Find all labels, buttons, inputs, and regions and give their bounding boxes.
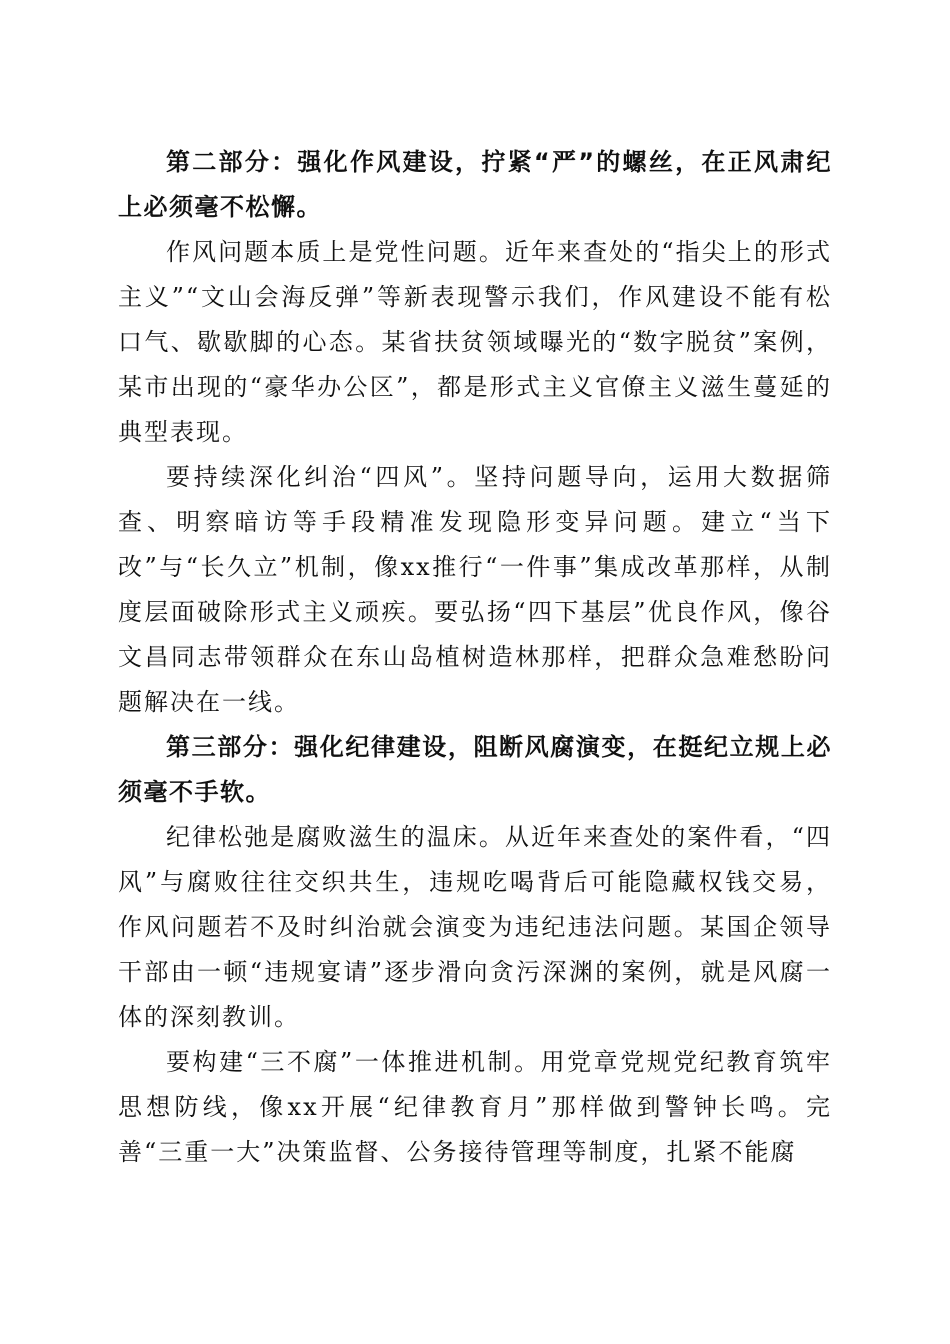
body-paragraph: 要构建“三不腐”一体推进机制。用党章党规党纪教育筑牢思想防线，像xx开展“纪律教育月”那样做到警钟长鸣。完善“三重一大”决策监督、公务接待管理等制度，扎紧不能腐 [118,1048,832,1166]
document-body [118,140,832,1175]
body-paragraph: 纪律松弛是腐败滋生的温床。从近年来查处的案件看，“四风”与腐败往往交织共生，违规吃喝背后可能隐藏权钱交易，作风问题若不及时纠治就会演变为违纪违法问题。某国企领导干部由一顿“违规宴请”逐步滑向贪污深渊的案例，就是风腐一体的深刻教训。 [118,823,832,1031]
section-heading-part-three: 第三部分：强化纪律建设，阻断风腐演变，在挺纪立规上必须毫不手软。 [118,733,832,806]
body-paragraph: 作风问题本质上是党性问题。近年来查处的“指尖上的形式主义”“文山会海反弹”等新表现警示我们，作风建设不能有松口气、歇歇脚的心态。某省扶贫领域曝光的“数字脱贫”案例，某市出现的“豪华办公区”，都是形式主义官僚主义滋生蔓延的典型表现。 [118,238,832,446]
body-paragraph: 要持续深化纠治“四风”。坚持问题导向，运用大数据筛查、明察暗访等手段精准发现隐形变异问题。建立“当下改”与“长久立”机制，像xx推行“一件事”集成改革那样，从制度层面破除形式主义顽疾。要弘扬“四下基层”优良作风，像谷文昌同志带领群众在东山岛植树造林那样，把群众急难愁盼问题解决在一线。 [118,463,832,716]
section-heading-part-two: 第二部分：强化作风建设，拧紧“严”的螺丝，在正风肃纪上必须毫不松懈。 [118,148,832,221]
